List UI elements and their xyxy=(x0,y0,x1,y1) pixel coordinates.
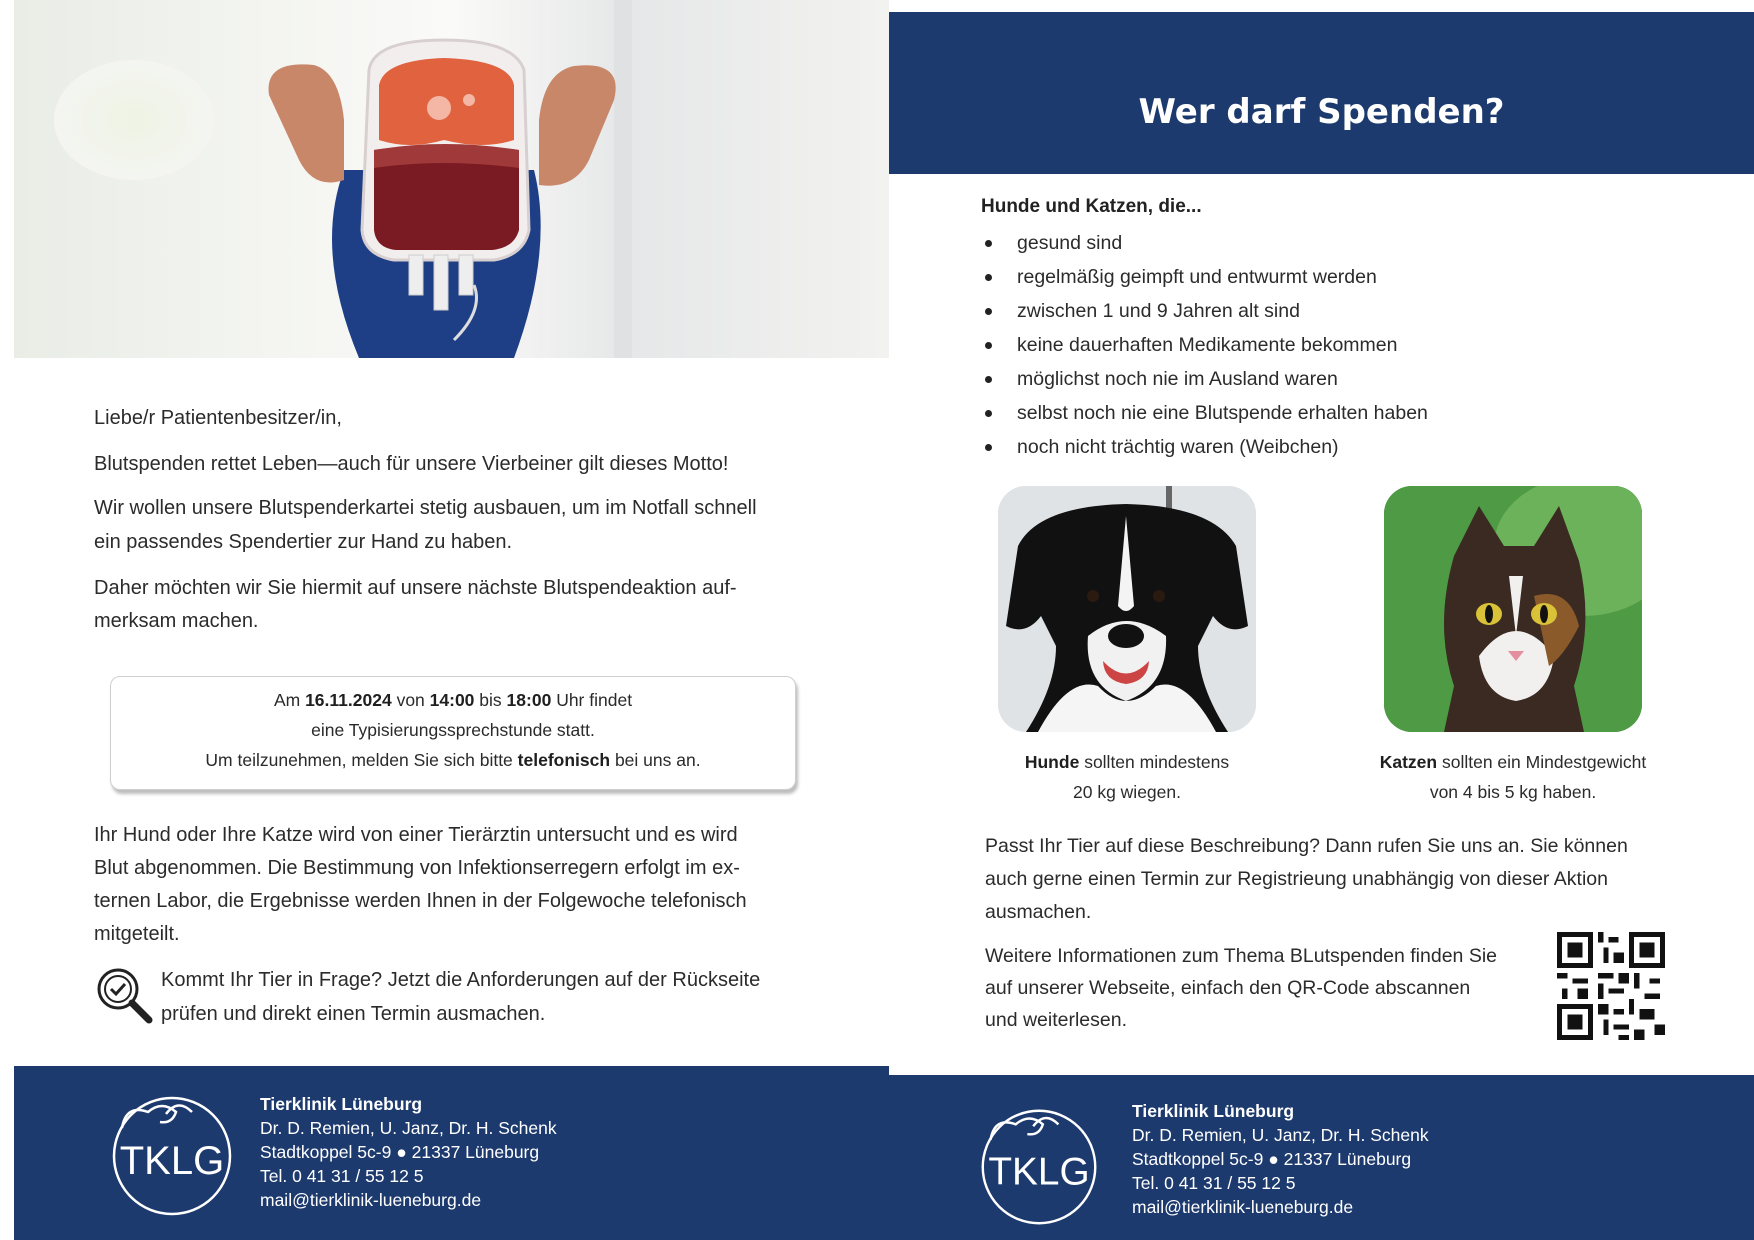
footer xyxy=(889,1075,1754,1240)
check-requirements-line: Kommt Ihr Tier in Frage? Jetzt die Anforderungen auf der Rückseite xyxy=(161,969,761,991)
paragraph-line: ein passendes Spendertier zur Hand zu haben. xyxy=(94,531,513,553)
clinic-address: Stadtkoppel 5c-9 ● 21337 Lüneburg xyxy=(1132,1149,1412,1169)
qr-code[interactable] xyxy=(1557,932,1665,1040)
paragraph-line: auch gerne einen Termin zur Registrieung unabhängig von dieser Aktion xyxy=(985,868,1608,890)
list-item: zwischen 1 und 9 Jahren alt sind xyxy=(981,294,1428,328)
paragraph-line: Wir wollen unsere Blutspenderkartei stetig ausbauen, um im Notfall schnell xyxy=(94,497,757,519)
paragraph-line: Weitere Informationen zum Thema BLutspenden finden Sie xyxy=(985,945,1497,967)
list-item: gesund sind xyxy=(981,226,1428,260)
check-requirements-line: prüfen und direkt einen Termin ausmachen. xyxy=(161,1003,546,1025)
greeting: Liebe/r Patientenbesitzer/in, xyxy=(94,407,342,429)
paragraph-line: mitgeteilt. xyxy=(94,923,180,945)
clinic-doctors: Dr. D. Remien, U. Janz, Dr. H. Schenk xyxy=(1132,1125,1429,1145)
criteria-heading: Hunde und Katzen, die... xyxy=(981,196,1202,217)
dog-photo xyxy=(998,486,1256,732)
list-item: regelmäßig geimpft und entwurmt werden xyxy=(981,260,1428,294)
list-item: möglichst noch nie im Ausland waren xyxy=(981,362,1428,396)
svg-text:TKLG: TKLG xyxy=(988,1150,1090,1194)
list-item: noch nicht trächtig waren (Weibchen) xyxy=(981,430,1428,464)
clinic-phone: Tel. 0 41 31 / 55 12 5 xyxy=(260,1166,424,1186)
page-title: Wer darf Spenden? xyxy=(1138,92,1505,132)
paragraph-line: auf unserer Webseite, einfach den QR-Code abscannen xyxy=(985,977,1471,999)
paragraph-line: ausmachen. xyxy=(985,901,1092,923)
tklg-logo xyxy=(975,1103,1103,1231)
cat-caption: Katzen sollten ein Mindestgewicht von 4 bis 5 kg haben. xyxy=(1379,752,1647,802)
notice-line-1: Am 16.11.2024 von 14:00 bis 18:00 Uhr findet xyxy=(273,690,633,710)
clinic-phone: Tel. 0 41 31 / 55 12 5 xyxy=(1132,1173,1296,1193)
paragraph-line: Daher möchten wir Sie hiermit auf unsere nächste Blutspendeaktion auf- xyxy=(94,577,737,599)
clinic-name: Tierklinik Lüneburg xyxy=(1132,1101,1295,1121)
paragraph-line: merksam machen. xyxy=(94,610,259,632)
paragraph-line: Passt Ihr Tier auf diese Beschreibung? Dann rufen Sie uns an. Sie können xyxy=(985,835,1628,857)
footer-contact xyxy=(260,1092,557,1212)
list-item: keine dauerhaften Medikamente bekommen xyxy=(981,328,1428,362)
event-notice-box xyxy=(110,676,796,790)
list-item: selbst noch nie eine Blutspende erhalten haben xyxy=(981,396,1428,430)
flyer-front-page xyxy=(14,0,889,1240)
intro-paragraph: Blutspenden rettet Leben—auch für unsere Vierbeiner gilt dieses Motto! xyxy=(94,453,729,475)
header-banner xyxy=(889,12,1754,174)
blood-bag-photo xyxy=(14,0,889,358)
event-date: 16.11.2024 xyxy=(305,690,392,710)
svg-text:TKLG: TKLG xyxy=(119,1139,225,1183)
paragraph-line: ternen Labor, die Ergebnisse werden Ihnen in der Folgewoche telefonisch xyxy=(94,890,747,912)
cat-photo xyxy=(1384,486,1642,732)
tklg-logo xyxy=(106,1090,238,1222)
criteria-list xyxy=(981,226,1428,464)
paragraph-line: Blut abgenommen. Die Bestimmung von Infektionserregern erfolgt im ex- xyxy=(94,857,740,879)
clinic-email: mail@tierklinik-lueneburg.de xyxy=(260,1190,482,1210)
clinic-doctors: Dr. D. Remien, U. Janz, Dr. H. Schenk xyxy=(260,1118,557,1138)
footer xyxy=(14,1066,889,1240)
paragraph-line: Ihr Hund oder Ihre Katze wird von einer Tierärztin untersucht und es wird xyxy=(94,824,738,846)
paragraph-line: und weiterlesen. xyxy=(985,1009,1128,1031)
clinic-address: Stadtkoppel 5c-9 ● 21337 Lüneburg xyxy=(260,1142,540,1162)
footer-contact xyxy=(1132,1099,1429,1219)
magnifier-check-icon xyxy=(94,965,158,1029)
notice-line-3: Um teilzunehmen, melden Sie sich bitte telefonisch bei uns an. xyxy=(205,750,701,770)
event-end-time: 18:00 xyxy=(506,690,552,710)
flyer-back-page xyxy=(889,0,1754,1240)
clinic-name: Tierklinik Lüneburg xyxy=(260,1094,423,1114)
dog-caption: Hunde sollten mindestens 20 kg wiegen. xyxy=(1024,752,1230,802)
notice-line-2: eine Typisierungssprechstunde statt. xyxy=(311,720,595,740)
clinic-email: mail@tierklinik-lueneburg.de xyxy=(1132,1197,1354,1217)
event-start-time: 14:00 xyxy=(429,690,475,710)
